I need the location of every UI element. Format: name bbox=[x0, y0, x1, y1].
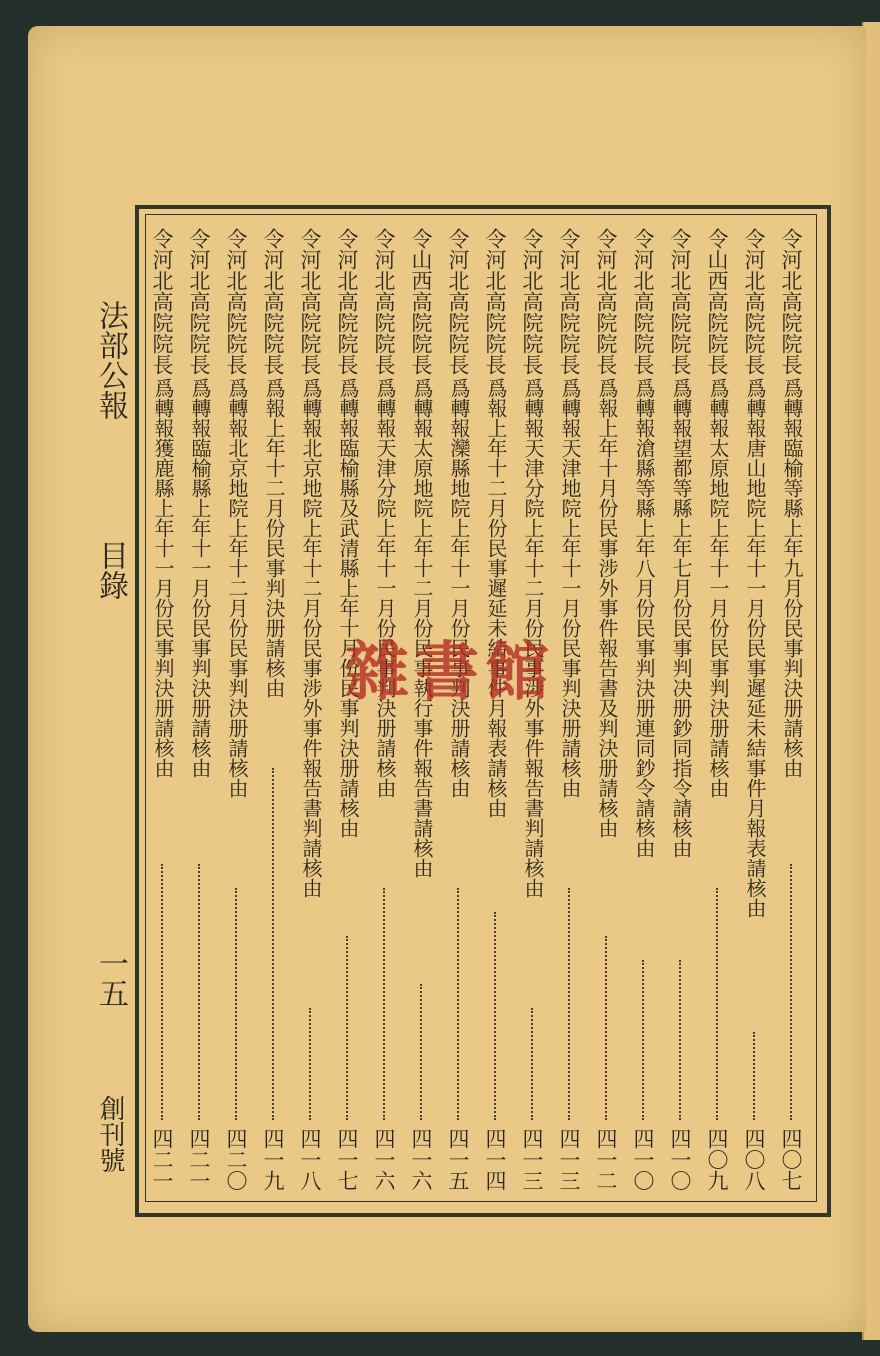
entry-dot-leader bbox=[161, 864, 165, 1120]
entry-page-number: 四一五 bbox=[446, 1128, 470, 1191]
entry-dot-leader bbox=[494, 912, 498, 1120]
entry-recipient: 令河北高院院長 bbox=[446, 228, 470, 375]
entry-recipient: 令河北高院院長 bbox=[150, 228, 174, 375]
entry-page-number: 四一〇 bbox=[668, 1128, 692, 1191]
entry-page-number: 四一〇 bbox=[631, 1128, 655, 1191]
entry-subject: 爲報上年十二月份民事判決册請核由 bbox=[262, 378, 286, 698]
entry-dot-leader bbox=[383, 888, 387, 1120]
entry-dot-leader bbox=[272, 768, 276, 1120]
entry-dot-leader bbox=[235, 888, 239, 1120]
entry-recipient: 令河北高院院長 bbox=[742, 228, 766, 375]
entry-dot-leader bbox=[679, 960, 683, 1120]
entry-page-number: 四〇七 bbox=[779, 1128, 803, 1191]
entry-dot-leader bbox=[753, 1032, 757, 1120]
entry-recipient: 令河北高院院長 bbox=[298, 228, 322, 375]
entry-dot-leader bbox=[198, 864, 202, 1120]
entry-subject: 爲報上年十二月份民事遲延未結事件月報表請核由 bbox=[484, 378, 508, 818]
entry-recipient: 令河北高院院長 bbox=[335, 228, 359, 375]
entry-subject: 爲轉報臨榆縣及武清縣上年十月份民事判決册請核由 bbox=[336, 378, 360, 838]
entry-recipient: 令河北高院院長 bbox=[594, 228, 618, 375]
entry-page-number: 四一六 bbox=[409, 1128, 433, 1191]
section-label: 目錄 bbox=[93, 540, 128, 600]
entry-recipient: 令河北高院院長 bbox=[668, 228, 692, 375]
entry-subject: 爲轉報臨榆縣上年十一月份民事判決册請核由 bbox=[188, 378, 212, 778]
entry-dot-leader bbox=[531, 1008, 535, 1120]
entry-subject: 爲報上年十月份民事涉外事件報告書及判決册請核由 bbox=[595, 378, 619, 838]
entry-page-number: 四一八 bbox=[298, 1128, 322, 1191]
entry-recipient: 令河北高院院長 bbox=[779, 228, 803, 375]
entry-dot-leader bbox=[346, 936, 350, 1120]
entry-recipient: 令山西高院院長 bbox=[705, 228, 729, 375]
entry-page-number: 四一三 bbox=[520, 1128, 544, 1191]
entry-dot-leader bbox=[605, 936, 609, 1120]
entry-subject: 爲轉報北京地院上年十二月份民事涉外事件報告書判請核由 bbox=[299, 378, 323, 898]
issue-label: 創刊號 bbox=[95, 1095, 125, 1173]
entry-page-number: 四二〇 bbox=[224, 1128, 248, 1191]
entry-recipient: 令河北高院院長 bbox=[187, 228, 211, 375]
publication-title: 法部公報 bbox=[93, 300, 128, 420]
entry-recipient: 令河北高院院長 bbox=[224, 228, 248, 375]
entry-subject: 爲轉報滄縣等縣上年八月份民事判決册連同鈔令請核由 bbox=[632, 378, 656, 858]
entry-recipient: 令河北高院院長 bbox=[631, 228, 655, 375]
entry-recipient: 令河北高院院長 bbox=[372, 228, 396, 375]
entry-dot-leader bbox=[790, 864, 794, 1120]
entry-page-number: 四一三 bbox=[557, 1128, 581, 1191]
entry-recipient: 令河北高院院長 bbox=[520, 228, 544, 375]
entry-subject: 爲轉報天津分院上年十一月份民事判決册請核由 bbox=[373, 378, 397, 798]
entry-recipient: 令河北高院院長 bbox=[483, 228, 507, 375]
entry-dot-leader bbox=[457, 888, 461, 1120]
entry-subject: 爲轉報獲鹿縣上年十一月份民事判決册請核由 bbox=[151, 378, 175, 778]
entry-dot-leader bbox=[309, 1008, 313, 1120]
entry-page-number: 四一七 bbox=[335, 1128, 359, 1191]
entry-subject: 爲轉報臨榆等縣上年九月份民事判決册請核由 bbox=[780, 378, 804, 778]
entry-subject: 爲轉報太原地院上年十一月份民事判決册請核由 bbox=[706, 378, 730, 798]
entry-recipient: 令河北高院院長 bbox=[557, 228, 581, 375]
entry-subject: 爲轉報天津地院上年十一月份民事判決册請核由 bbox=[558, 378, 582, 798]
entry-subject: 爲轉報灤縣地院上年十一月份民事判決册請核由 bbox=[447, 378, 471, 798]
entry-page-number: 四二一 bbox=[150, 1128, 174, 1191]
entry-dot-leader bbox=[568, 888, 572, 1120]
entry-page-number: 四二一 bbox=[187, 1128, 211, 1191]
page-number: 一五 bbox=[93, 948, 128, 1008]
entry-recipient: 令山西高院院長 bbox=[409, 228, 433, 375]
library-seal-stamp: 雜書館 bbox=[345, 635, 555, 710]
entry-page-number: 四〇八 bbox=[742, 1128, 766, 1191]
entry-subject: 爲轉報唐山地院上年十一月份民事遲延未結事件月報表請核由 bbox=[743, 378, 767, 918]
entry-subject: 爲轉報天津分院上年十二月份民事涉外事件報告書判請核由 bbox=[521, 378, 545, 898]
entry-page-number: 四一二 bbox=[594, 1128, 618, 1191]
entry-page-number: 四一九 bbox=[261, 1128, 285, 1191]
entry-subject: 爲轉報北京地院上年十二月份民事判決册請核由 bbox=[225, 378, 249, 798]
entry-subject: 爲轉報望都等縣上年七月份民事判决册鈔同指令請核由 bbox=[669, 378, 693, 858]
entry-subject: 爲轉報太原地院上年十二月份民事執行事件報告書請核由 bbox=[410, 378, 434, 878]
entry-page-number: 四一四 bbox=[483, 1128, 507, 1191]
entry-recipient: 令河北高院院長 bbox=[261, 228, 285, 375]
entry-dot-leader bbox=[716, 888, 720, 1120]
entry-dot-leader bbox=[642, 960, 646, 1120]
entry-page-number: 四一六 bbox=[372, 1128, 396, 1191]
entry-page-number: 四〇九 bbox=[705, 1128, 729, 1191]
entry-dot-leader bbox=[420, 984, 424, 1120]
